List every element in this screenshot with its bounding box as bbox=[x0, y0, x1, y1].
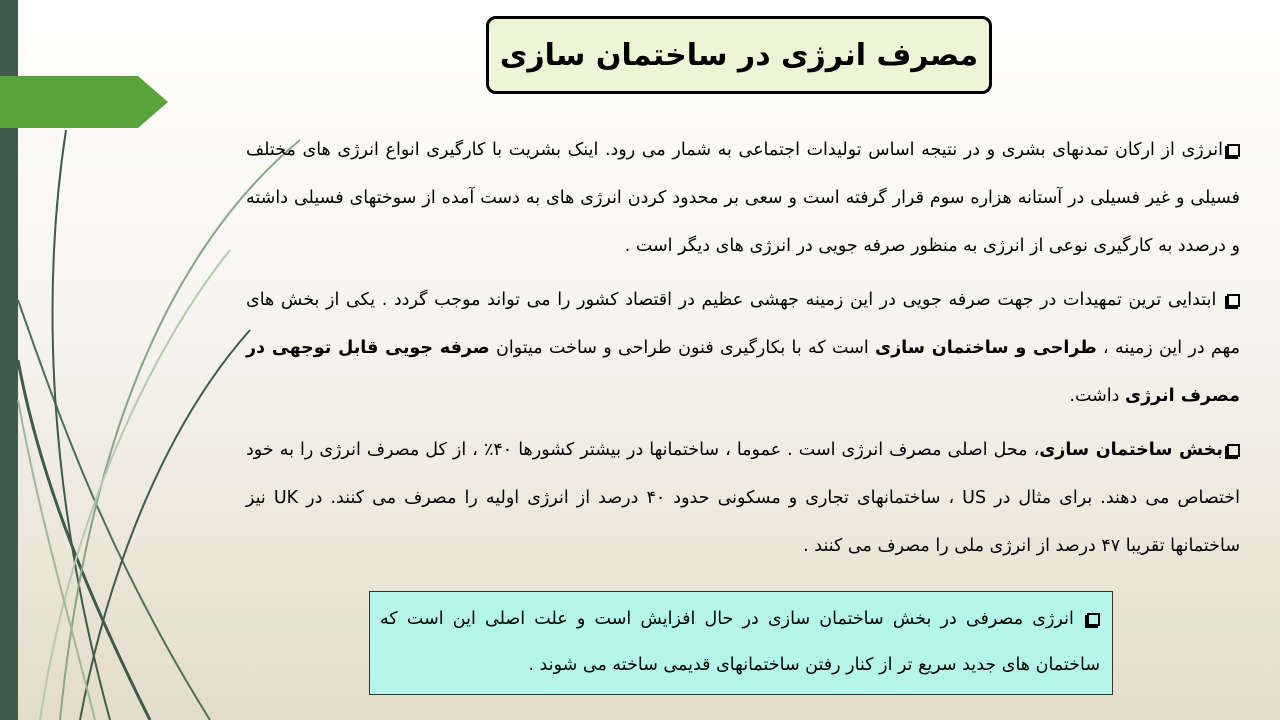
paragraph-2-text-3: داشت. bbox=[1069, 386, 1126, 406]
square-bullet-icon bbox=[1227, 144, 1240, 157]
paragraph-2-text-1: ابتدایی ترین تمهیدات در جهت صرفه جویی در این زمینه جهشی عظیم در اقتصاد کشور را می تواند موجب گردد . یکی از بخش های مهم در این زمینه ، bbox=[246, 290, 1241, 358]
paragraph-3-bold-1: بخش ساختمان سازی bbox=[1039, 440, 1223, 460]
paragraph-2 bbox=[246, 276, 1240, 420]
square-bullet-icon bbox=[1227, 294, 1240, 307]
content-area bbox=[246, 126, 1240, 576]
square-bullet-icon bbox=[1087, 613, 1100, 626]
paragraph-1-text: انرژی از ارکان تمدنهای بشری و در نتیجه اساس تولیدات اجتماعی به شمار می رود. اینک بشریت با کارگیری انواع انرژی های مختلف فسیلی و غیر فسیلی در آستانه هزاره سوم قرار گرفته است و سعی بر محدود کردن انرژی های به دست آمده از سوختهای فسیلی داشته و درصدد به کارگیری نوعی از انرژی به منظور صرفه جویی در انرژی های دیگر است . bbox=[246, 140, 1240, 256]
paragraph-3 bbox=[246, 426, 1240, 570]
paragraph-3-text-1: ، محل اصلی مصرف انرژی است . عموما ، ساختمانها در بیشتر کشورها ۴۰٪ ، از کل مصرف انرژی را به خود اختصاص می دهند. برای مثال در US ، ساختمانهای تجاری و مسکونی حدود ۴۰ درصد از انرژی اولیه را مصرف می کنند. در UK نیز ساختمانها تقریبا ۴۷ درصد از انرژی ملی را مصرف می کنند . bbox=[246, 440, 1240, 556]
paragraph-2-text-2: است که با بکارگیری فنون طراحی و ساخت میتوان bbox=[489, 338, 876, 358]
paragraph-2-bold-1: طراحی و ساختمان سازی bbox=[875, 338, 1097, 358]
paragraph-2-bold-2: صرفه جویی قابل توجهی در مصرف انرژی bbox=[246, 338, 1240, 406]
note-box bbox=[369, 591, 1113, 695]
square-bullet-icon bbox=[1227, 444, 1240, 457]
green-arrow-decoration bbox=[0, 76, 168, 128]
paragraph-1 bbox=[246, 126, 1240, 270]
slide-title: مصرف انرژی در ساختمان سازی bbox=[499, 37, 979, 73]
title-box bbox=[486, 16, 992, 94]
note-text: انرژی مصرفی در بخش ساختمان سازی در حال افزایش است و علت اصلی این است که ساختمان های جدید سریع تر از کنار رفتن ساختمانهای قدیمی ساخته می شوند . bbox=[380, 609, 1100, 675]
